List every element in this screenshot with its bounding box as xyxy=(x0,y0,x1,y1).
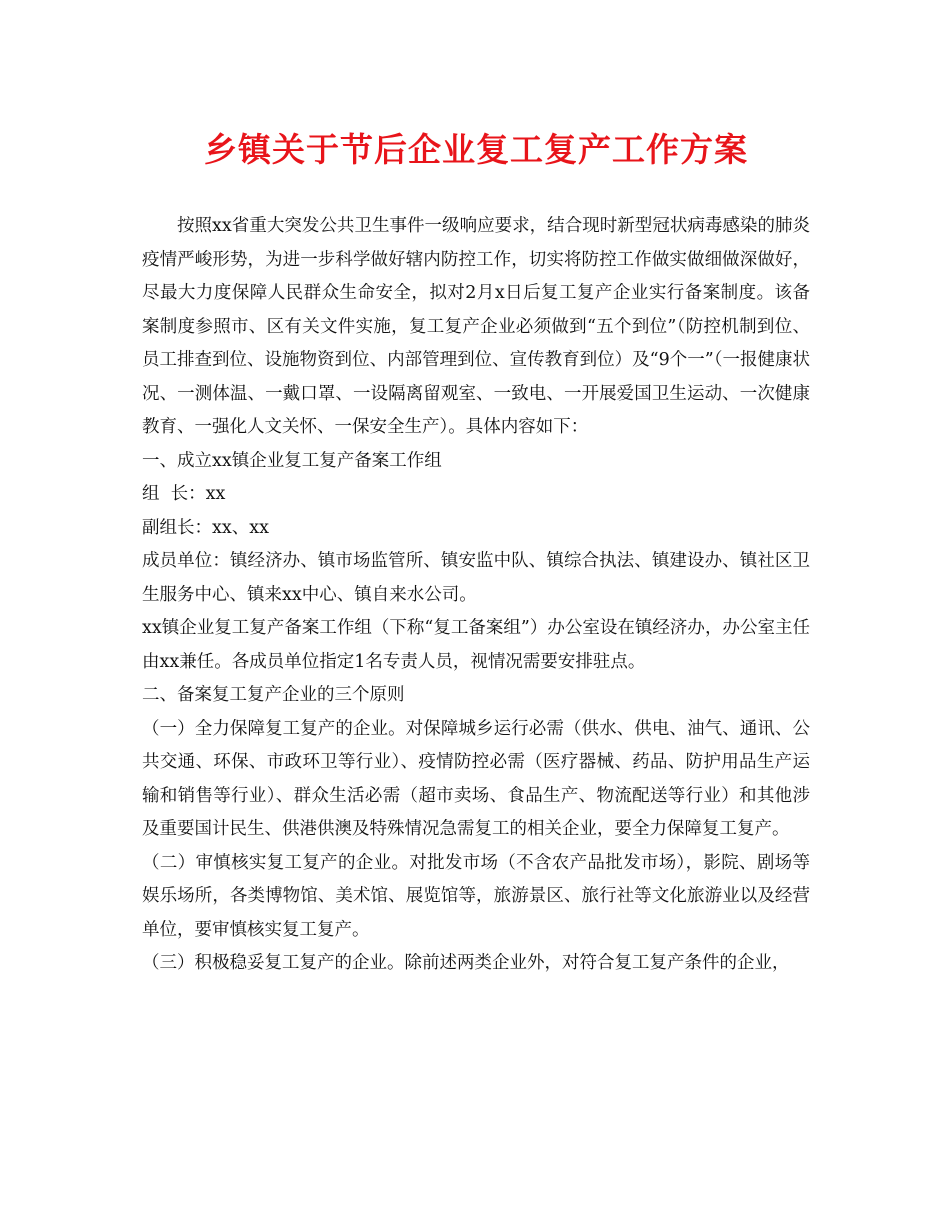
office-paragraph: xx镇企业复工复产备案工作组（下称“复工备案组”）办公室设在镇经济办，办公室主任由xx兼任。各成员单位指定1名专责人员，视情况需要安排驻点。 xyxy=(142,618,810,672)
principle-1-paragraph: （一）全力保障复工复产的企业。对保障城乡运行必需（供水、供电、油气、通讯、公共交通、环保、市政环卫等行业）、疫情防控必需（医疗器械、药品、防护用品生产运输和销售等行业）、群众生活必需（超市卖场、食品生产、物流配送等行业）和其他涉及重要国计民生、供港供澳及特殊情况急需复工的相关企业，要全力保障复工复产。 xyxy=(142,718,810,839)
member-units-paragraph: 成员单位：镇经济办、镇市场监管所、镇安监中队、镇综合执法、镇建设办、镇社区卫生服务中心、镇来xx中心、镇自来水公司。 xyxy=(142,551,810,605)
group-leader-line: 组 长：xx xyxy=(142,484,226,504)
document-body xyxy=(142,210,810,981)
intro-paragraph: 按照xx省重大突发公共卫生事件一级响应要求，结合现时新型冠状病毒感染的肺炎疫情严峻形势，为进一步科学做好辖内防控工作，切实将防控工作做实做细做深做好，尽最大力度保障人民群众生命安全，拟对2月x日后复工复产企业实行备案制度。该备案制度参照市、区有关文件实施，复工复产企业必须做到“五个到位”（防控机制到位、员工排查到位、设施物资到位、内部管理到位、宣传教育到位）及“9个一”（一报健康状况、一测体温、一戴口罩、一设隔离留观室、一致电、一开展爱国卫生运动、一次健康教育、一强化人文关怀、一保安全生产）。具体内容如下： xyxy=(142,216,810,437)
principle-3-paragraph: （三）积极稳妥复工复产的企业。除前述两类企业外，对符合复工复产条件的企业， xyxy=(142,953,790,973)
principle-2-paragraph: （二）审慎核实复工复产的企业。对批发市场（不含农产品批发市场），影院、剧场等娱乐场所，各类博物馆、美术馆、展览馆等，旅游景区、旅行社等文化旅游业以及经营单位，要审慎核实复工复产。 xyxy=(142,852,810,940)
document-title: 乡镇关于节后企业复工复产工作方案 xyxy=(204,130,748,169)
section-heading-2: 二、备案复工复产企业的三个原则 xyxy=(142,685,405,705)
section-heading-1: 一、成立xx镇企业复工复产备案工作组 xyxy=(142,450,442,471)
deputy-leader-line: 副组长：xx、xx xyxy=(142,517,269,538)
